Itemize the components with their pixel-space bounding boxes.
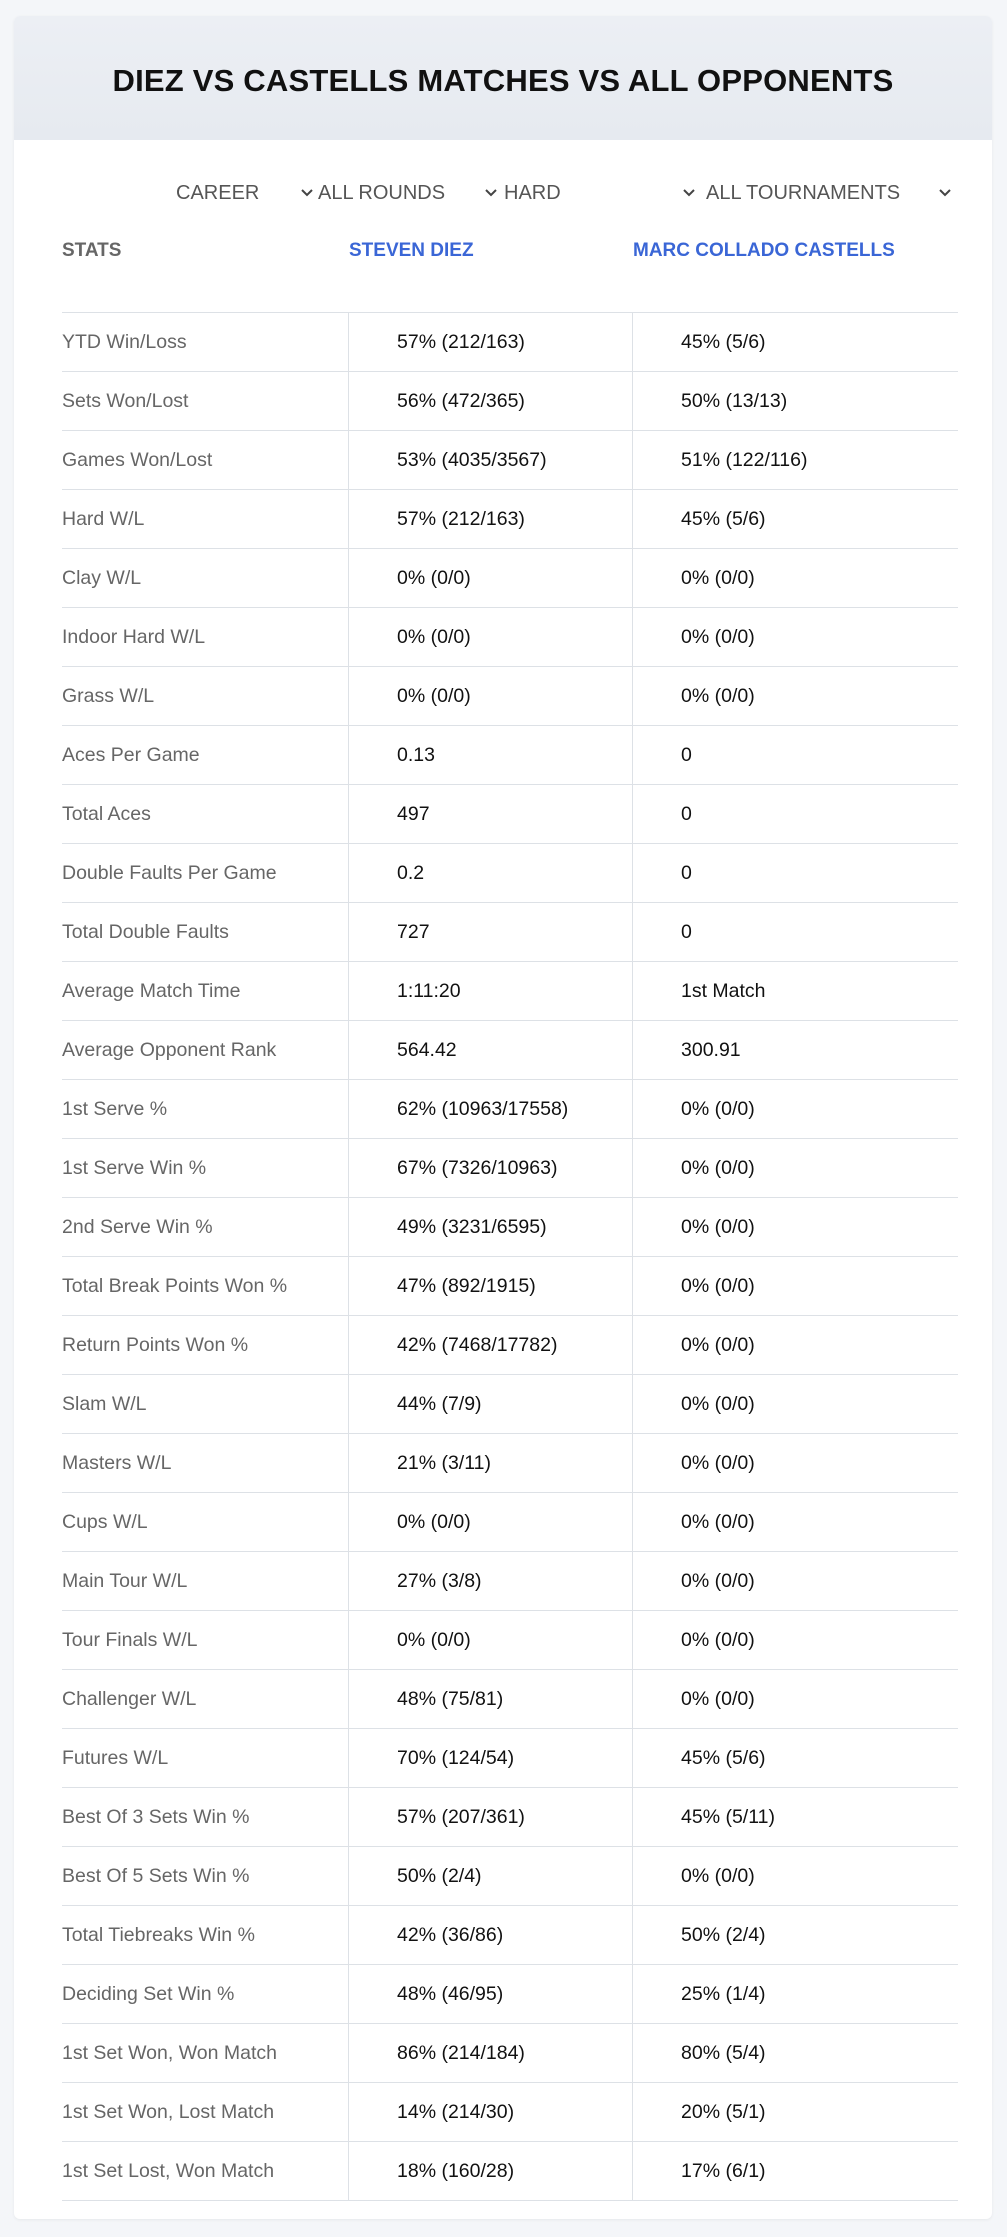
table-row [62, 1670, 958, 1729]
table-row [62, 372, 958, 431]
chevron-down-icon [938, 186, 952, 200]
player2-column-header[interactable]: MARC COLLADO CASTELLS [633, 240, 895, 261]
filter-bar [14, 140, 992, 210]
player2-value: 45% (5/6) [632, 313, 958, 371]
table-row [62, 1493, 958, 1552]
stat-label: 1st Serve % [62, 1097, 168, 1120]
stat-label: Games Won/Lost [62, 448, 213, 471]
column-headers [14, 210, 992, 298]
player1-value: 57% (212/163) [348, 313, 631, 371]
player2-value: 0% (0/0) [632, 1552, 958, 1610]
table-row [62, 844, 958, 903]
player2-value: 50% (13/13) [632, 372, 958, 430]
player2-value: 0% (0/0) [632, 1080, 958, 1138]
player1-value: 42% (36/86) [348, 1906, 631, 1964]
player1-value: 44% (7/9) [348, 1375, 631, 1433]
player2-value: 1st Match [632, 962, 958, 1020]
card-header [14, 16, 992, 140]
player1-value: 1:11:20 [348, 962, 631, 1020]
table-row [62, 726, 958, 785]
player2-value: 0% (0/0) [632, 1316, 958, 1374]
player1-value: 0% (0/0) [348, 1493, 631, 1551]
table-row [62, 608, 958, 667]
player1-value: 18% (160/28) [348, 2142, 631, 2200]
player2-value: 51% (122/116) [632, 431, 958, 489]
stats-table [62, 312, 958, 2201]
stat-label: Best Of 5 Sets Win % [62, 1864, 250, 1887]
player1-value: 47% (892/1915) [348, 1257, 631, 1315]
player2-value: 0% (0/0) [632, 1198, 958, 1256]
table-row [62, 1316, 958, 1375]
player1-value: 0% (0/0) [348, 549, 631, 607]
stat-label: Hard W/L [62, 507, 145, 530]
table-row [62, 1906, 958, 1965]
stat-label: Cups W/L [62, 1510, 148, 1533]
table-row [62, 1552, 958, 1611]
player2-value: 20% (5/1) [632, 2083, 958, 2141]
stat-label: Average Opponent Rank [62, 1038, 277, 1061]
chevron-down-icon [484, 186, 498, 200]
player2-value: 0 [632, 726, 958, 784]
stat-label: Sets Won/Lost [62, 389, 189, 412]
player2-value: 50% (2/4) [632, 1906, 958, 1964]
table-row [62, 903, 958, 962]
player1-value: 497 [348, 785, 631, 843]
stats-card [14, 16, 992, 2219]
player2-value: 0% (0/0) [632, 667, 958, 725]
player2-value: 0% (0/0) [632, 1611, 958, 1669]
player1-value: 27% (3/8) [348, 1552, 631, 1610]
stat-label: Indoor Hard W/L [62, 625, 206, 648]
table-row [62, 2083, 958, 2142]
stat-label: Grass W/L [62, 684, 155, 707]
stat-label: Masters W/L [62, 1451, 172, 1474]
table-row [62, 1965, 958, 2024]
player1-value: 42% (7468/17782) [348, 1316, 631, 1374]
stat-label: YTD Win/Loss [62, 330, 187, 353]
stat-label: Total Double Faults [62, 920, 229, 943]
player1-value: 14% (214/30) [348, 2083, 631, 2141]
player1-value: 0% (0/0) [348, 608, 631, 666]
player2-value: 300.91 [632, 1021, 958, 1079]
stat-label: Futures W/L [62, 1746, 169, 1769]
chevron-down-icon [682, 186, 696, 200]
career-dropdown[interactable] [176, 178, 314, 208]
player2-value: 0% (0/0) [632, 1375, 958, 1433]
table-row [62, 1847, 958, 1906]
stat-label: 2nd Serve Win % [62, 1215, 213, 1238]
stat-label: 1st Set Won, Won Match [62, 2041, 277, 2064]
player2-value: 0% (0/0) [632, 608, 958, 666]
surface-dropdown[interactable] [504, 178, 696, 208]
player2-value: 0% (0/0) [632, 1139, 958, 1197]
dropdown-label: ALL TOURNAMENTS [706, 181, 901, 204]
dropdown-label: ALL ROUNDS [318, 181, 446, 204]
table-row [62, 1198, 958, 1257]
table-row [62, 313, 958, 372]
player1-value: 57% (207/361) [348, 1788, 631, 1846]
player1-value: 50% (2/4) [348, 1847, 631, 1905]
table-row [62, 1434, 958, 1493]
player2-value: 0% (0/0) [632, 1493, 958, 1551]
player2-value: 0 [632, 844, 958, 902]
table-row [62, 667, 958, 726]
table-row [62, 431, 958, 490]
player2-value: 45% (5/11) [632, 1788, 958, 1846]
stat-label: Total Aces [62, 802, 151, 825]
stat-label: Average Match Time [62, 979, 241, 1002]
player2-value: 0% (0/0) [632, 1257, 958, 1315]
player1-value: 21% (3/11) [348, 1434, 631, 1492]
player1-value: 57% (212/163) [348, 490, 631, 548]
table-row [62, 2142, 958, 2201]
stat-label: 1st Serve Win % [62, 1156, 207, 1179]
stat-label: Return Points Won % [62, 1333, 249, 1356]
stats-column-header: STATS [62, 240, 122, 261]
player2-value: 45% (5/6) [632, 490, 958, 548]
player2-value: 0 [632, 903, 958, 961]
table-row [62, 1611, 958, 1670]
stat-label: Aces Per Game [62, 743, 200, 766]
player1-value: 48% (46/95) [348, 1965, 631, 2023]
player1-value: 53% (4035/3567) [348, 431, 631, 489]
player2-value: 0% (0/0) [632, 1847, 958, 1905]
player1-value: 49% (3231/6595) [348, 1198, 631, 1256]
dropdown-label: HARD [504, 181, 561, 204]
stat-label: Best Of 3 Sets Win % [62, 1805, 250, 1828]
player2-value: 25% (1/4) [632, 1965, 958, 2023]
player1-value: 564.42 [348, 1021, 631, 1079]
player2-value: 0% (0/0) [632, 549, 958, 607]
table-row [62, 1257, 958, 1316]
player2-value: 45% (5/6) [632, 1729, 958, 1787]
stat-label: Slam W/L [62, 1392, 147, 1415]
table-row [62, 962, 958, 1021]
player2-value: 80% (5/4) [632, 2024, 958, 2082]
stat-label: Total Tiebreaks Win % [62, 1923, 255, 1946]
stat-label: Total Break Points Won % [62, 1274, 288, 1297]
chevron-down-icon [300, 186, 314, 200]
stat-label: Tour Finals W/L [62, 1628, 198, 1651]
stat-label: Clay W/L [62, 566, 142, 589]
tournaments-dropdown[interactable] [706, 178, 952, 208]
player1-value: 0% (0/0) [348, 1611, 631, 1669]
stat-label: Deciding Set Win % [62, 1982, 235, 2005]
stat-label: 1st Set Lost, Won Match [62, 2159, 275, 2182]
table-row [62, 1729, 958, 1788]
player2-value: 0% (0/0) [632, 1434, 958, 1492]
player1-value: 62% (10963/17558) [348, 1080, 631, 1138]
table-row [62, 549, 958, 608]
player1-value: 56% (472/365) [348, 372, 631, 430]
table-row [62, 785, 958, 844]
player1-value: 67% (7326/10963) [348, 1139, 631, 1197]
table-row [62, 1080, 958, 1139]
player1-value: 727 [348, 903, 631, 961]
player1-value: 0.13 [348, 726, 631, 784]
player1-column-header[interactable]: STEVEN DIEZ [349, 240, 474, 261]
table-row [62, 490, 958, 549]
stat-label: 1st Set Won, Lost Match [62, 2100, 275, 2123]
stat-label: Main Tour W/L [62, 1569, 188, 1592]
player1-value: 0% (0/0) [348, 667, 631, 725]
rounds-dropdown[interactable] [318, 178, 498, 208]
player1-value: 48% (75/81) [348, 1670, 631, 1728]
player1-value: 0.2 [348, 844, 631, 902]
table-row [62, 2024, 958, 2083]
page-title: DIEZ VS CASTELLS MATCHES VS ALL OPPONENTS [112, 63, 894, 98]
stat-label: Challenger W/L [62, 1687, 197, 1710]
dropdown-label: CAREER [176, 181, 260, 204]
player1-value: 70% (124/54) [348, 1729, 631, 1787]
table-row [62, 1375, 958, 1434]
player2-value: 0 [632, 785, 958, 843]
player2-value: 17% (6/1) [632, 2142, 958, 2200]
table-row [62, 1139, 958, 1198]
player2-value: 0% (0/0) [632, 1670, 958, 1728]
stat-label: Double Faults Per Game [62, 861, 277, 884]
player1-value: 86% (214/184) [348, 2024, 631, 2082]
table-row [62, 1788, 958, 1847]
table-row [62, 1021, 958, 1080]
